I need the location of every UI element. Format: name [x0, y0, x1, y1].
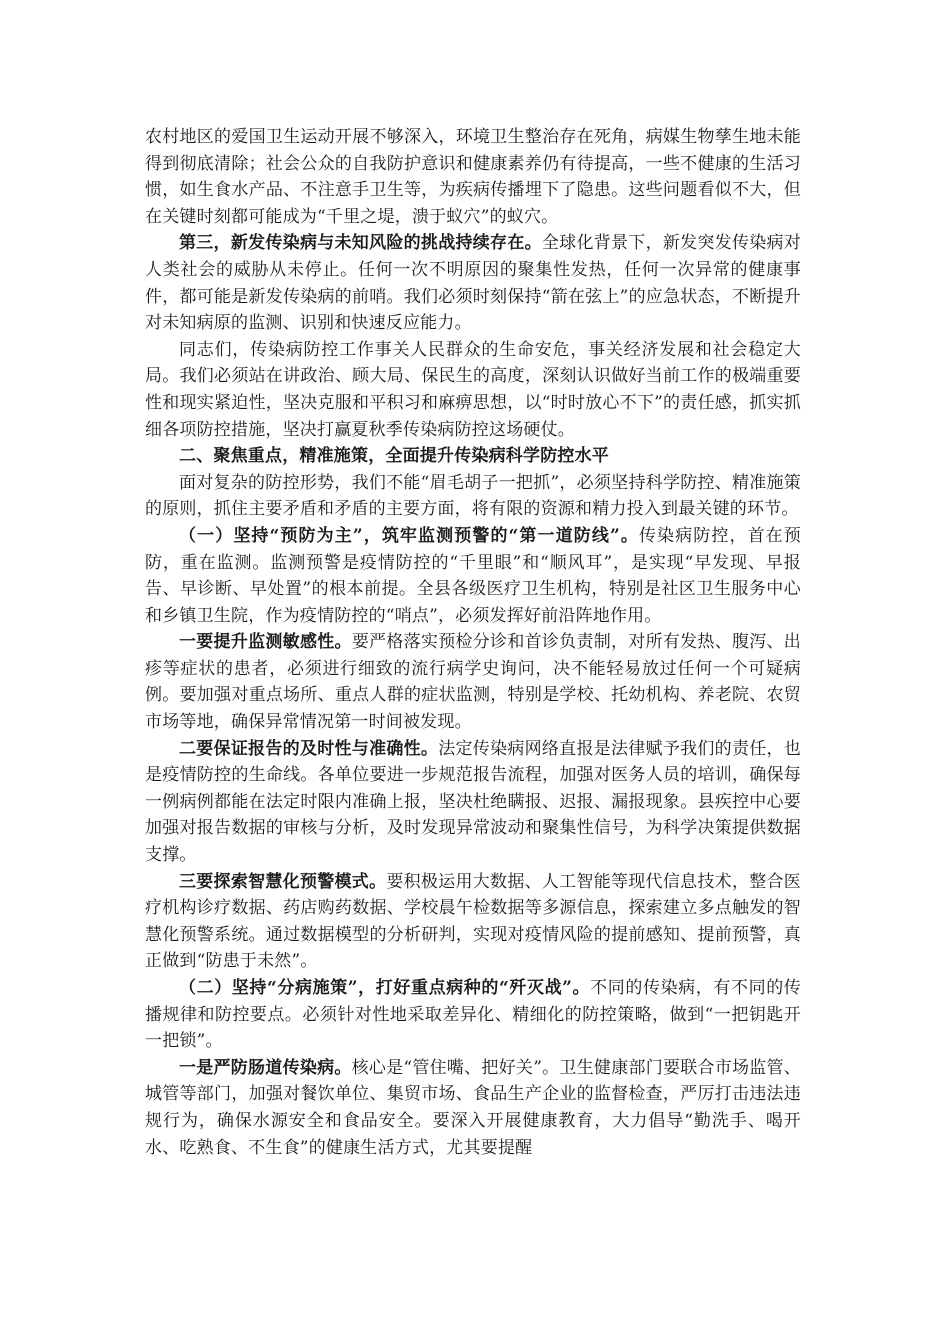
paragraph-text: 面对复杂的防控形势，我们不能“眉毛胡子一把抓”，必须坚持科学防控、精准施策的原则，抓住主要矛盾和矛盾的主要方面，将有限的资源和精力投入到最关键的环节。	[145, 472, 801, 520]
paragraph-lead: 第三，新发传染病与未知风险的挑战持续存在。	[179, 233, 542, 254]
paragraph-lead: 一是严防肠道传染病。	[179, 1057, 352, 1078]
paragraph-text: 农村地区的爱国卫生运动开展不够深入，环境卫生整治存在死角，病媒生物孳生地未能得到彻底清除；社会公众的自我防护意识和健康素养仍有待提高，一些不健康的生活习惯，如生食水产品、不注意手卫生等，为疾病传播埋下了隐患。这些问题看似不大，但在关键时刻都可能成为“千里之堤，溃于蚁穴”的蚁穴。	[145, 127, 801, 227]
paragraph-subsection-one	[145, 523, 801, 629]
paragraph-comrades	[145, 337, 801, 443]
paragraph-lead: 三要探索智慧化预警模式。	[179, 871, 387, 892]
paragraph-third-risk	[145, 230, 801, 336]
paragraph-reporting	[145, 736, 801, 869]
paragraph-lead: （二）坚持“分病施策”，打好重点病种的“歼灭战”。	[179, 978, 591, 998]
paragraph-text: 全球化背景下，新发突发传染病对人类社会的威胁从未停止。任何一次不明原因的聚集性发热，任何一次异常的健康事件，都可能是新发传染病的前哨。我们必须时刻保持“箭在弦上”的应急状态，不断提升对未知病原的监测、识别和快速反应能力。	[145, 233, 802, 334]
paragraph-section-intro	[145, 470, 801, 523]
paragraph-monitoring-sensitivity	[145, 629, 801, 735]
paragraph-text: 核心是“管住嘴、把好关”。卫生健康部门要联合市场监管、城管等部门，加强对餐饮单位、集贸市场、食品生产企业的监督检查，严厉打击违法违规行为，确保水源安全和食品安全。要深入开展健康教育，大力倡导“勤洗手、喝开水、吃熟食、不生食”的健康生活方式，尤其要提醒	[145, 1057, 802, 1158]
paragraph-lead: （一）坚持“预防为主”，筑牢监测预警的“第一道防线”。	[179, 525, 639, 546]
paragraph-text: 传染病防控，首在预防，重在监测。监测预警是疫情防控的“千里眼”和“顺风耳”，是实现“早发现、早报告、早诊断、早处置”的根本前提。全县各级医疗卫生机构，特别是社区卫生服务中心和乡镇卫生院，作为疫情防控的“哨点”，必须发挥好前沿阵地作用。	[145, 525, 801, 626]
paragraph-text: 同志们，传染病防控工作事关人民群众的生命安危，事关经济发展和社会稳定大局。我们必须站在讲政治、顾大局、保民生的高度，深刻认识做好当前工作的极端重要性和现实紧迫性，坚决克服和平积习和麻痹思想，以“时时放心不下”的责任感，抓实抓细各项防控措施，坚决打赢夏秋季传染病防控这场硬仗。	[145, 339, 801, 440]
paragraph-subsection-two	[145, 975, 801, 1055]
paragraph-continuation	[145, 124, 801, 230]
paragraph-smart-warning	[145, 869, 801, 975]
paragraph-lead: 二要保证报告的及时性与准确性。	[179, 738, 439, 759]
paragraph-text: 要积极运用大数据、人工智能等现代信息技术，整合医疗机构诊疗数据、药店购药数据、学校晨午检数据等多源信息，探索建立多点触发的智慧化预警系统。通过数据模型的分析研判，实现对疫情风险的提前感知、提前预警，真正做到“防患于未然”。	[145, 871, 801, 972]
paragraph-text: 要严格落实预检分诊和首诊负责制，对所有发热、腹泻、出疹等症状的患者，必须进行细致的流行病学史询问，决不能轻易放过任何一个可疑病例。要加强对重点场所、重点人群的症状监测，特别是学校、托幼机构、养老院、农贸市场等地，确保异常情况第一时间被发现。	[145, 632, 802, 733]
document-page	[145, 124, 801, 1161]
paragraph-text: 不同的传染病，有不同的传播规律和防控要点。必须针对性地采取差异化、精细化的防控策略，做到“一把钥匙开一把锁”。	[145, 978, 801, 1052]
paragraph-intestinal-diseases	[145, 1055, 801, 1161]
paragraph-lead: 一要提升监测敏感性。	[179, 632, 352, 653]
paragraph-text: 法定传染病网络直报是法律赋予我们的责任，也是疫情防控的生命线。各单位要进一步规范报告流程，加强对医务人员的培训，确保每一例病例都能在法定时限内准确上报，坚决杜绝瞒报、迟报、漏报现象。县疾控中心要加强对报告数据的审核与分析，及时发现异常波动和聚集性信号，为科学决策提供数据支撑。	[145, 738, 802, 866]
section-heading-two: 二、聚焦重点，精准施策，全面提升传染病科学防控水平	[179, 446, 609, 467]
